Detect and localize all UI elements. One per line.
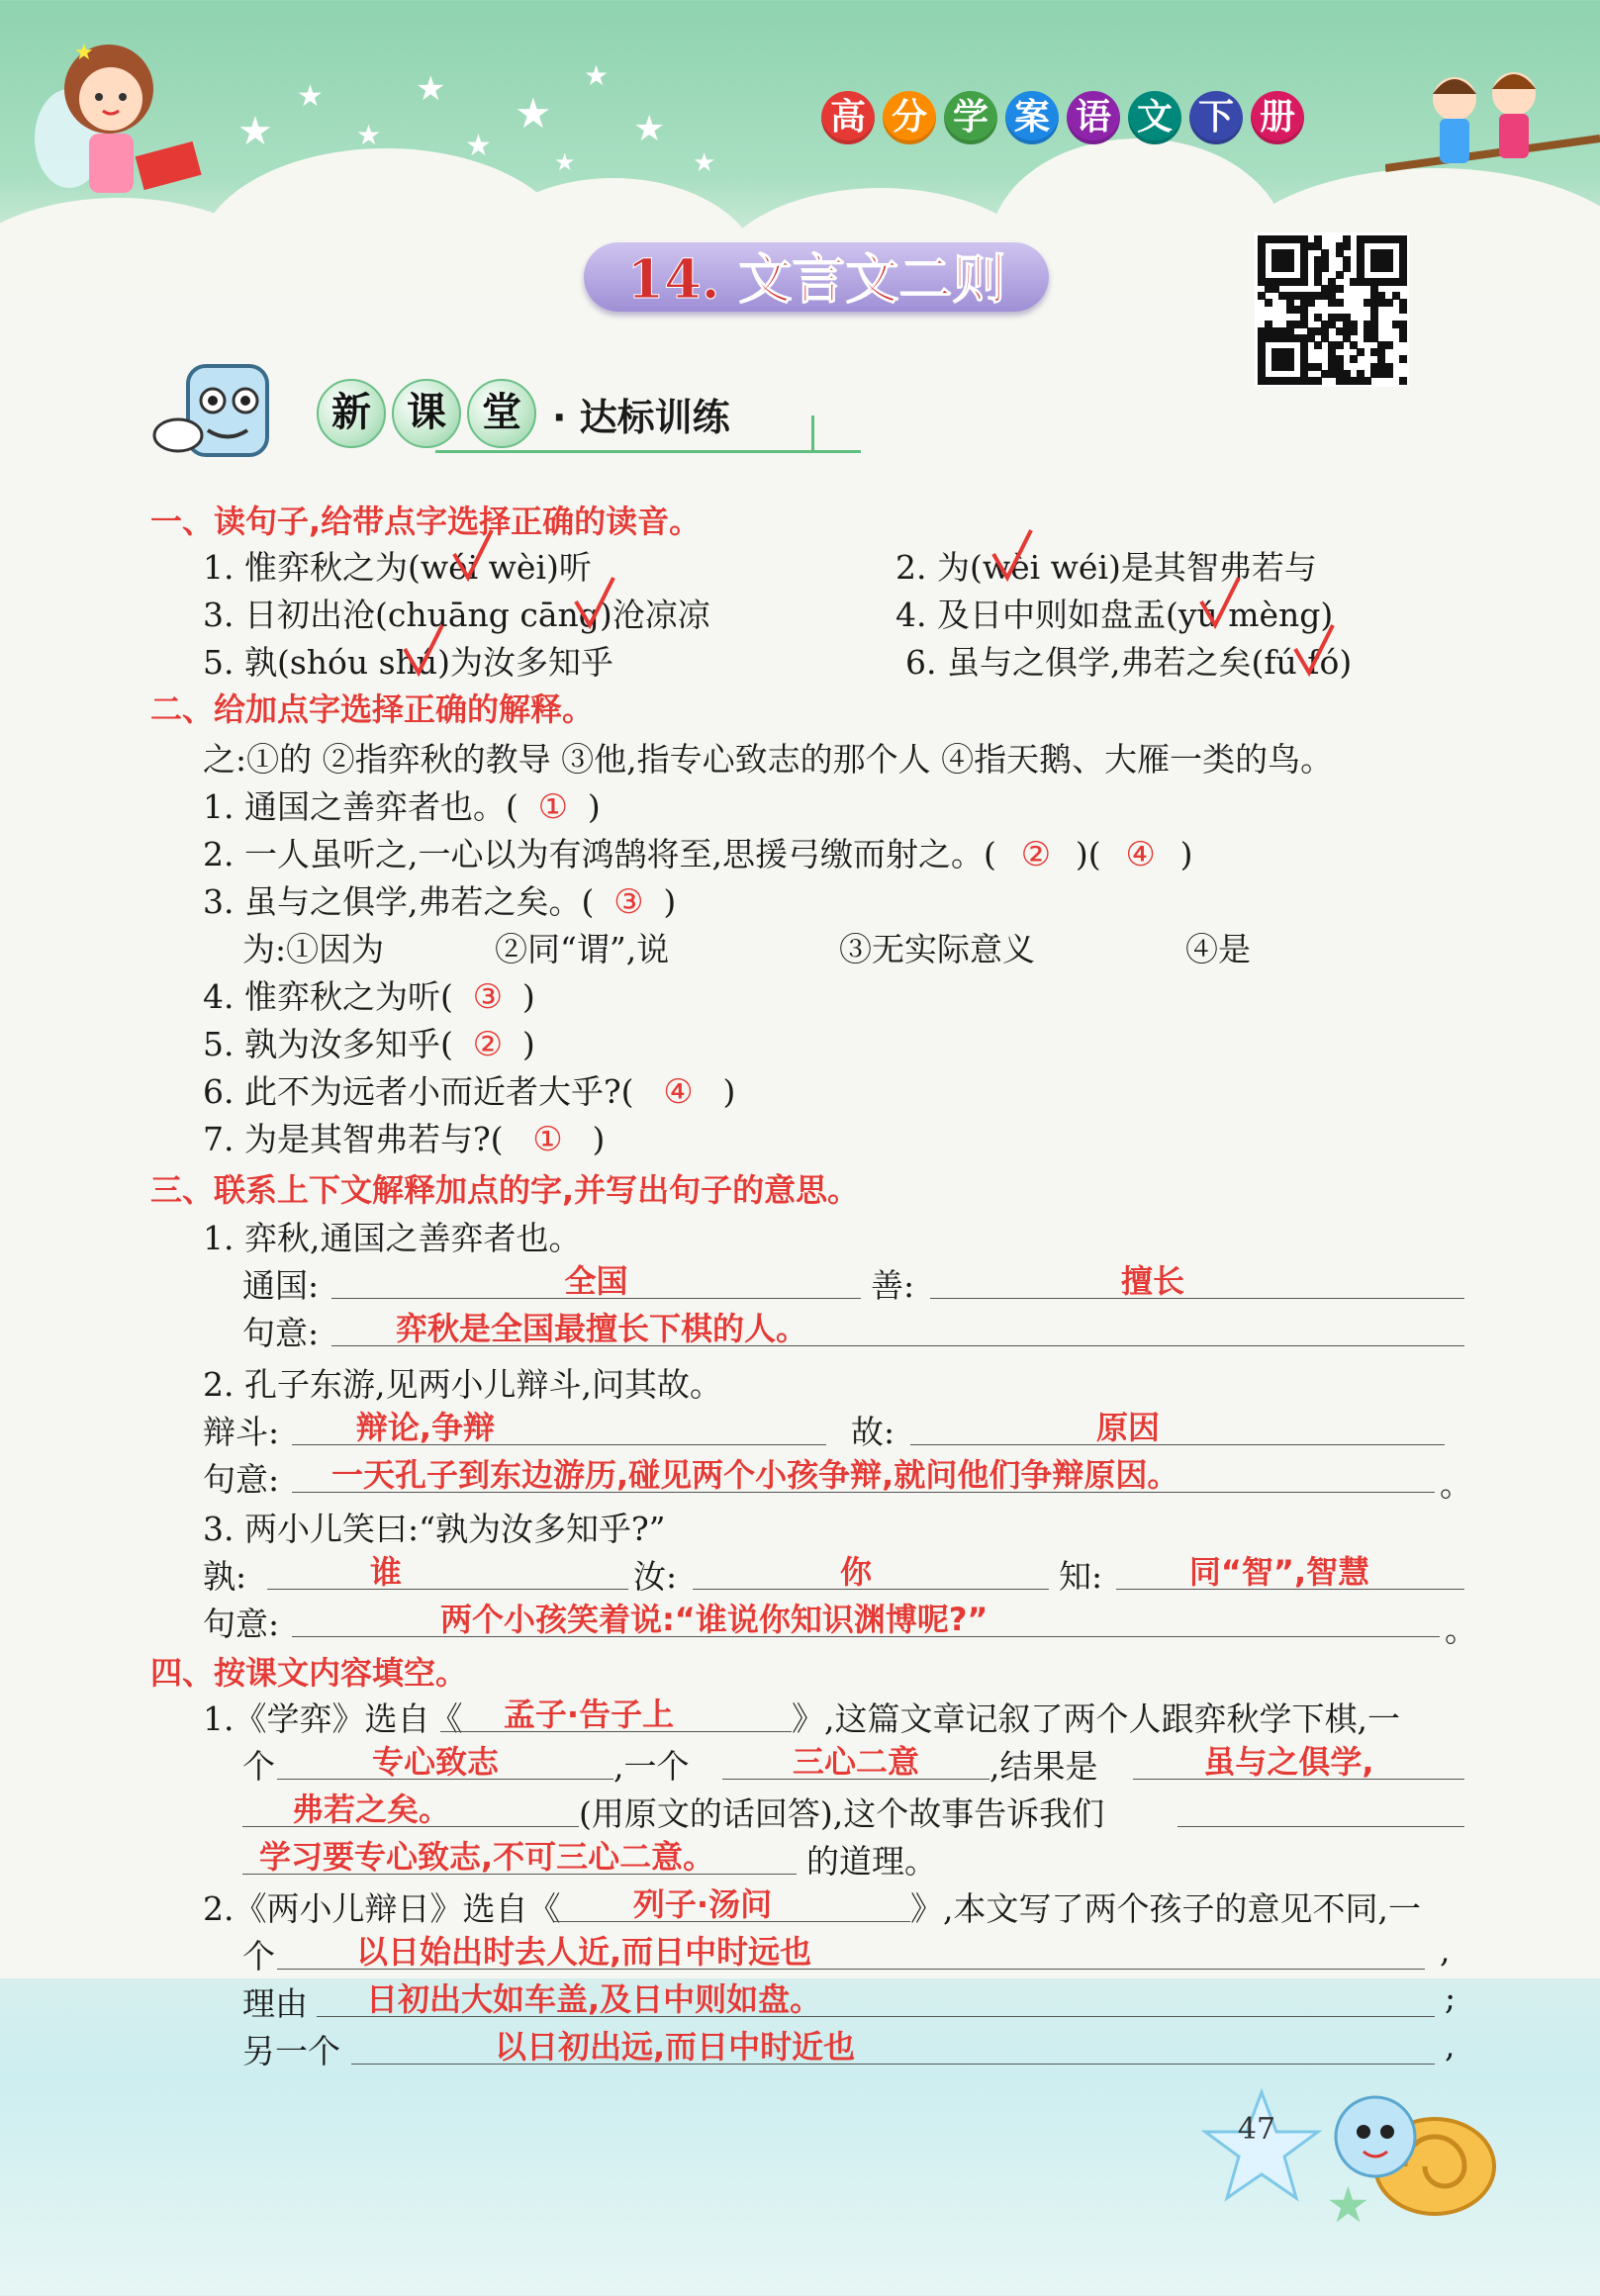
answer: 一天孔子到东边游历,碰见两个小孩争辩,就问他们争辩原因。 xyxy=(331,1456,1179,1494)
qr-module xyxy=(1364,377,1371,385)
question-item: 3. 虽与之俱学,弗若之矣。( ③ ) xyxy=(203,882,677,922)
punctuation: 。 xyxy=(1440,1465,1472,1504)
field-label: 故: xyxy=(851,1413,895,1451)
fairy-illustration xyxy=(20,20,218,218)
qr-module xyxy=(1336,341,1344,349)
field-label: 辩斗: xyxy=(203,1413,280,1451)
qr-module xyxy=(1399,355,1407,363)
punctuation: , xyxy=(1440,1931,1451,1970)
qr-module xyxy=(1350,355,1358,363)
qr-module xyxy=(1336,271,1344,279)
check-mark xyxy=(1291,621,1337,681)
fill-text: ,一个 xyxy=(613,1747,690,1786)
answer: 同“智”,智慧 xyxy=(1188,1553,1370,1591)
series-char: 下 xyxy=(1189,91,1243,144)
field-label: 孰: xyxy=(203,1557,247,1596)
answer: 日初出大如车盖,及日中则如盘。 xyxy=(366,1980,822,2018)
qr-module xyxy=(1399,377,1407,385)
answer: ④ xyxy=(1125,835,1156,874)
question-item: 1. 通国之善弈者也。( ① ) xyxy=(203,787,601,827)
qr-module xyxy=(1314,341,1322,349)
answer: 辩论,争辩 xyxy=(355,1409,496,1446)
answer: 两个小孩笑着说:“谁说你知识渊博呢?” xyxy=(440,1601,988,1638)
page-star-icon xyxy=(1197,2087,1326,2206)
field-label: 善: xyxy=(871,1266,915,1305)
banner-char: 新 xyxy=(317,379,386,448)
answer: 擅长 xyxy=(1120,1262,1184,1300)
banner-underline xyxy=(811,415,814,453)
section-heading: 一、读句子,给带点字选择正确的读音。 xyxy=(150,503,702,540)
answer-line xyxy=(1177,1826,1464,1827)
fill-text: 的道理。 xyxy=(806,1842,937,1881)
answer: 孟子·告子上 xyxy=(503,1696,675,1733)
qr-module xyxy=(1265,299,1272,307)
star-icon: ★ xyxy=(554,148,576,176)
field-label: 知: xyxy=(1059,1557,1103,1596)
answer: 以日始出时去人近,而日中时远也 xyxy=(356,1933,812,1971)
fill-text: (用原文的话回答),这个故事告诉我们 xyxy=(579,1794,1105,1833)
check-mark xyxy=(450,526,496,586)
answer: 三心二意 xyxy=(792,1743,919,1781)
check-mark xyxy=(401,621,446,681)
answer: ④ xyxy=(663,1072,694,1112)
answer: 专心致志 xyxy=(371,1743,499,1781)
banner-char: 课 xyxy=(392,379,461,448)
qr-module xyxy=(1399,278,1407,286)
star-icon: ★ xyxy=(237,109,273,154)
fill-text: 个 xyxy=(242,1937,275,1975)
qr-module xyxy=(1385,370,1393,378)
question-item: 7. 为是其智弗若与?( ① ) xyxy=(203,1120,606,1159)
mascot-illustration xyxy=(148,356,307,485)
fill-text: 2.《两小儿辩日》选自《 xyxy=(203,1889,561,1928)
star-icon: ★ xyxy=(584,59,610,92)
star-icon: ★ xyxy=(356,119,382,151)
answer: 虽与之俱学, xyxy=(1203,1743,1374,1781)
section-heading: 二、给加点字选择正确的解释。 xyxy=(150,690,595,728)
qr-module xyxy=(1350,327,1358,335)
answer: ① xyxy=(532,1120,563,1159)
question-item: 3. 两小儿笑曰:“孰为汝多知乎?” xyxy=(203,1510,666,1548)
qr-module xyxy=(1385,341,1393,349)
star-icon: ★ xyxy=(633,109,666,149)
star-icon: ★ xyxy=(465,129,492,163)
star-icon: ★ xyxy=(297,79,324,114)
fill-text: ,结果是 xyxy=(989,1747,1098,1786)
definition-line: ③无实际意义 xyxy=(839,930,1035,968)
field-label: 句意: xyxy=(203,1605,280,1643)
fill-text: 1.《学弈》选自《 xyxy=(203,1699,463,1738)
question-item: 2. 孔子东游,见两小儿辩斗,问其故。 xyxy=(203,1365,722,1404)
answer: 全国 xyxy=(564,1262,628,1300)
answer: 列子·汤问 xyxy=(632,1885,773,1923)
answer: 以日初出远,而日中时近也 xyxy=(495,2028,856,2066)
lesson-title: 14. 文言文二则 xyxy=(626,247,1006,311)
answer: ③ xyxy=(472,977,504,1017)
check-mark xyxy=(572,574,617,633)
answer: ② xyxy=(1020,835,1052,874)
qr-module xyxy=(1300,278,1308,286)
qr-module xyxy=(1399,306,1407,314)
fill-text: 另一个 xyxy=(242,2032,340,2070)
qr-module xyxy=(1336,285,1344,293)
question-item: 2. 为(wèi wéi)是其智弗若与 xyxy=(895,548,1317,587)
qr-module xyxy=(1314,377,1322,385)
star-icon: ★ xyxy=(515,89,552,138)
answer: 学习要专心致志,不可三心二意。 xyxy=(259,1838,715,1876)
banner-char: 堂 xyxy=(467,379,536,448)
answer: 你 xyxy=(839,1553,872,1591)
question-item: 2. 一人虽听之,一心以为有鸿鹄将至,思援弓缴而射之。( ② )( ④ ) xyxy=(203,835,1193,874)
answer: 弈秋是全国最擅长下棋的人。 xyxy=(396,1310,808,1347)
banner-underline xyxy=(435,450,861,453)
field-label: 通国: xyxy=(242,1266,320,1305)
qr-module xyxy=(1286,264,1294,272)
qr-module xyxy=(1385,264,1393,272)
definition-line: ②同“谓”,说 xyxy=(495,930,670,968)
series-char: 高 xyxy=(821,91,875,144)
check-mark xyxy=(989,526,1035,586)
qr-module xyxy=(1321,264,1329,272)
series-char: 语 xyxy=(1067,91,1120,144)
punctuation: 。 xyxy=(1445,1610,1477,1649)
answer: 原因 xyxy=(1095,1409,1160,1446)
answer: ① xyxy=(537,787,569,827)
section-banner xyxy=(317,384,730,443)
definition-line: ④是 xyxy=(1185,930,1251,968)
field-label: 句意: xyxy=(203,1460,280,1499)
qr-module xyxy=(1385,299,1393,307)
qr-module xyxy=(1286,363,1294,371)
star-icon: ★ xyxy=(416,69,446,109)
qr-module xyxy=(1399,334,1407,342)
series-char: 案 xyxy=(1005,91,1059,144)
series-char: 册 xyxy=(1251,91,1304,144)
question-item: 5. 孰为汝多知乎( ② ) xyxy=(203,1025,535,1064)
series-char: 分 xyxy=(883,91,936,144)
star-icon: ★ xyxy=(693,148,716,178)
section-heading: 三、联系上下文解释加点的字,并写出句子的意思。 xyxy=(150,1171,860,1209)
question-item: 5. 孰(shóu shú)为汝多知乎 xyxy=(203,643,613,682)
question-item: 1. 弈秋,通国之善弈者也。 xyxy=(203,1219,582,1257)
definition-line: 为:①因为 xyxy=(242,930,385,968)
answer: ② xyxy=(472,1025,504,1064)
answer: 谁 xyxy=(369,1553,402,1591)
series-char: 学 xyxy=(944,91,997,144)
question-item: 6. 虽与之俱学,弗若之矣(fú fó) xyxy=(905,643,1353,682)
fill-text: 理由 xyxy=(242,1984,308,2023)
star-icon: ★ xyxy=(1326,2176,1370,2234)
fill-text: 》,本文写了两个孩子的意见不同,一 xyxy=(910,1889,1421,1928)
series-char: 文 xyxy=(1128,91,1181,144)
question-item: 3. 日初出沧(chuāng cāng)沧凉凉 xyxy=(203,596,710,634)
punctuation: ; xyxy=(1445,1978,1457,2017)
fill-text: 》,这篇文章记叙了两个人跟弈秋学下棋,一 xyxy=(792,1699,1400,1738)
question-item: 6. 此不为远者小而近者大乎?( ④ ) xyxy=(203,1072,736,1112)
section-heading: 四、按课文内容填空。 xyxy=(150,1654,468,1692)
qr-code[interactable] xyxy=(1255,232,1409,387)
question-item: 1. 惟弈秋之为(wéi wèi)听 xyxy=(203,548,592,587)
definition-line: 之:①的 ②指弈秋的教导 ③他,指专心致志的那个人 ④指天鹅、大雁一类的鸟。 xyxy=(203,740,1334,779)
kids-illustration xyxy=(1385,59,1600,208)
banner-subtitle: · 达标训练 xyxy=(552,395,730,439)
answer: ③ xyxy=(613,882,644,922)
svg-text:★: ★ xyxy=(74,41,94,65)
series-title xyxy=(821,91,1312,144)
punctuation: , xyxy=(1445,2026,1456,2065)
question-item: 4. 及日中则如盘盂(yú mèng) xyxy=(895,596,1334,634)
qr-module xyxy=(1357,348,1365,356)
answer: 弗若之矣。 xyxy=(291,1791,450,1828)
qr-module xyxy=(1343,242,1351,250)
question-item: 4. 惟弈秋之为听( ③ ) xyxy=(203,977,535,1017)
fill-text: 个 xyxy=(242,1747,275,1786)
field-label: 句意: xyxy=(242,1314,320,1352)
field-label: 汝: xyxy=(633,1557,678,1596)
qr-module xyxy=(1336,299,1344,307)
qr-module xyxy=(1343,264,1351,272)
page-number: 47 xyxy=(1237,2112,1276,2147)
check-mark xyxy=(1197,574,1243,633)
qr-module xyxy=(1307,299,1315,307)
